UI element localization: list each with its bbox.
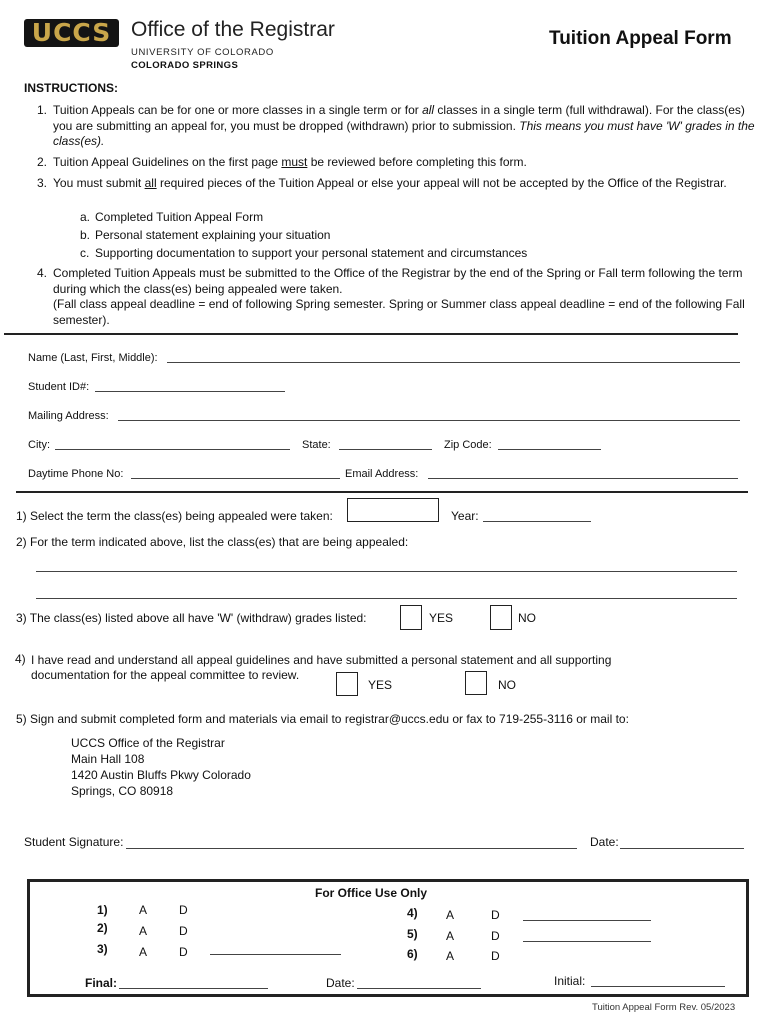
office-row-5-line[interactable] (523, 941, 651, 942)
office-row-6-d: D (491, 949, 500, 963)
state-field[interactable] (339, 449, 432, 450)
city-field[interactable] (55, 449, 290, 450)
mailing-address-label: Mailing Address: (28, 410, 109, 422)
email-field[interactable] (428, 478, 738, 479)
section-divider (16, 491, 748, 493)
office-name: Office of the Registrar (131, 18, 335, 41)
office-row-2-d: D (179, 924, 188, 938)
question-4-number: 4) (15, 652, 26, 666)
instruction-item-4: 4. Completed Tuition Appeals must be submitted to the Office of the Registrar by the end of the Spring or Fall term following the term during which the class(es) being appealed were taken. (Fall class appeal deadline = end of following Spring semester. Spring or Summer class appeal deadline = end of the following Fall semester). (37, 266, 745, 327)
office-row-3-a: A (139, 945, 148, 959)
student-id-field[interactable] (95, 391, 285, 392)
office-row-4-line[interactable] (523, 920, 651, 921)
office-row-1-a: A (139, 903, 148, 917)
office-row-3-line[interactable] (210, 954, 341, 955)
w-grade-yes-checkbox[interactable] (400, 605, 422, 630)
classes-line-2[interactable] (36, 598, 737, 599)
office-row-2-num: 2) (97, 921, 108, 935)
instructions-heading: INSTRUCTIONS: (24, 81, 118, 95)
office-row-4-a: A (446, 908, 455, 922)
guidelines-yes-checkbox[interactable] (336, 672, 358, 696)
mailing-address-block: UCCS Office of the Registrar Main Hall 108 1420 Austin Bluffs Pkwy Colorado Springs, CO 80918 (71, 736, 251, 798)
campus-name: COLORADO SPRINGS (131, 60, 239, 71)
office-row-5-d: D (491, 929, 500, 943)
year-field[interactable] (483, 521, 591, 522)
phone-field[interactable] (131, 478, 340, 479)
office-date-label: Date: (326, 976, 355, 990)
office-final-field[interactable] (119, 988, 268, 989)
form-title: Tuition Appeal Form (549, 28, 732, 49)
instruction-item-2: 2. Tuition Appeal Guidelines on the first page must be reviewed before completing this form. (37, 155, 527, 169)
w-grade-yes-label: YES (429, 611, 454, 625)
office-date-field[interactable] (357, 988, 481, 989)
office-row-1-num: 1) (97, 903, 108, 917)
uccs-logo: UCCS (24, 19, 119, 47)
email-label: Email Address: (345, 468, 419, 480)
office-initial-field[interactable] (591, 986, 725, 987)
office-row-1-d: D (179, 903, 188, 917)
office-row-3-d: D (179, 945, 188, 959)
office-row-2-a: A (139, 924, 148, 938)
student-id-label: Student ID#: (28, 381, 90, 393)
signature-label: Student Signature: (24, 835, 124, 849)
question-2: 2) For the term indicated above, list the class(es) that are being appealed: (16, 535, 409, 549)
mailing-address-field[interactable] (118, 420, 740, 421)
zip-label: Zip Code: (444, 439, 492, 451)
university-name: UNIVERSITY OF COLORADO (131, 47, 274, 58)
term-select-box[interactable] (347, 498, 439, 522)
question-1: 1) Select the term the class(es) being appealed were taken: (16, 509, 333, 523)
guidelines-no-checkbox[interactable] (465, 671, 487, 695)
guidelines-no-label: NO (498, 678, 516, 692)
question-4-line-1: I have read and understand all appeal guidelines and have submitted a personal statement and all supporting (31, 653, 612, 667)
name-label: Name (Last, First, Middle): (28, 352, 158, 364)
office-row-3-num: 3) (97, 942, 108, 956)
office-row-5-num: 5) (407, 927, 418, 941)
instruction-item-3: 3. You must submit all required pieces of the Tuition Appeal or else your appeal will not be accepted by the Office of the Registrar. (37, 176, 727, 190)
question-3: 3) The class(es) listed above all have 'W' (withdraw) grades listed: (16, 611, 367, 625)
zip-field[interactable] (498, 449, 601, 450)
question-5: 5) Sign and submit completed form and materials via email to registrar@uccs.edu or fax to 719-255-3116 or mail to: (16, 712, 629, 726)
office-row-4-d: D (491, 908, 500, 922)
office-row-6-num: 6) (407, 947, 418, 961)
office-initial-label: Initial: (554, 974, 586, 988)
section-divider (4, 333, 738, 335)
office-final-label: Final: (85, 976, 117, 990)
classes-line-1[interactable] (36, 571, 737, 572)
city-label: City: (28, 439, 50, 451)
instruction-sub-b: b. Personal statement explaining your situation (80, 228, 331, 242)
office-row-4-num: 4) (407, 906, 418, 920)
w-grade-no-checkbox[interactable] (490, 605, 512, 630)
w-grade-no-label: NO (518, 611, 536, 625)
signature-date-field[interactable] (620, 848, 744, 849)
office-use-title: For Office Use Only (315, 886, 428, 900)
instruction-sub-c: c. Supporting documentation to support your personal statement and circumstances (80, 246, 528, 260)
question-4-line-2: documentation for the appeal committee to review. (31, 668, 300, 682)
name-field[interactable] (167, 362, 740, 363)
year-label: Year: (451, 509, 479, 523)
office-use-box (27, 879, 749, 997)
signature-field[interactable] (126, 848, 577, 849)
instruction-sub-a: a. Completed Tuition Appeal Form (80, 210, 264, 224)
instruction-item-1: 1. Tuition Appeals can be for one or more classes in a single term or for all classes in a single term (full withdrawal). For the class(es) you are submitting an appeal for, you must be dropped (withdrawn) prior to submission. This means you must have 'W' grades in the class(es). (37, 103, 755, 148)
guidelines-yes-label: YES (368, 678, 393, 692)
signature-date-label: Date: (590, 835, 619, 849)
office-row-5-a: A (446, 929, 455, 943)
state-label: State: (302, 439, 331, 451)
form-revision: Tuition Appeal Form Rev. 05/2023 (592, 1002, 736, 1013)
phone-label: Daytime Phone No: (28, 468, 124, 480)
office-row-6-a: A (446, 949, 455, 963)
